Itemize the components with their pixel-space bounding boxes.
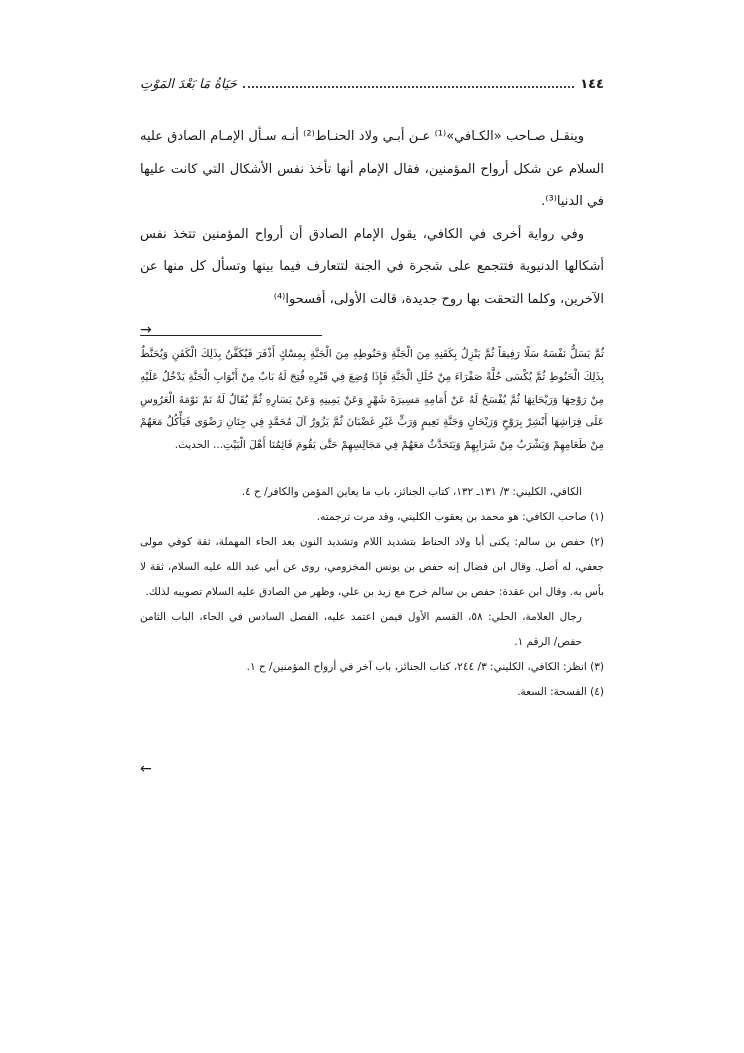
footnotes	[140, 480, 604, 705]
hadith-quote: ثُمَّ يَسَلُّ نَفْسَهُ سَلًا رَفِيقاً ثُمَّ يَنْزِلُ بِكَفَنِهِ مِنَ الْجَنَّةِ وَحَنُوطِهِ مِنَ الْجَنَّةِ بِمِسْكٍ أَذْفَرَ فَيُكَفَّنُ بِذَلِكَ الْكَفَنِ وَيُحَنَّطُ بِذَلِكَ الْحَنُوطِ ثُمَّ يُكْسَى حُلَّةً صَفْرَاءَ مِنْ حُلَلِ الْجَنَّةِ فَإِذَا وُضِعَ فِي قَبْرِهِ فُتِحَ لَهُ بَابٌ مِنْ أَبْوَابِ الْجَنَّةِ يَدْخُلُ عَلَيْهِ مِنْ رَوْحِهَا وَرَيْحَانِهَا ثُمَّ يُفْسَحُ لَهُ عَنْ أَمَامِهِ مَسِيرَةَ شَهْرٍ وَعَنْ يَمِينِهِ وَعَنْ يَسَارِهِ ثُمَّ يُقَالُ لَهُ نَمْ نَوْمَةَ الْعَرُوسِ عَلَى فِرَاشِهَا أَبْشِرْ بِرَوْحٍ وَرَيْحَانٍ وَجَنَّةِ نَعِيمٍ وَرَبٍّ غَيْرِ غَضْبَانَ ثُمَّ يَزُورُ آلَ مُحَمَّدٍ فِي جِنَانِ رَضْوَى فَيَأْكُلُ مَعَهُمْ مِنْ طَعَامِهِمْ وَيَشْرَبُ مِنْ شَرَابِهِمْ وَيَتَحَدَّثُ مَعَهُمْ فِي مَجَالِسِهِمْ حَتَّى يَقُومَ قَائِمُنَا أَهْلَ الْبَيْتِ... الحديث.	[140, 348, 604, 452]
separator-line	[140, 335, 322, 336]
book-title-calligraphy: حَيَاةُ مَا بَعْدَ المَوْتِ	[140, 76, 237, 92]
header-dot-leader	[243, 86, 574, 88]
footnote: (١) صاحب الكافي: هو محمد بن يعقوب الكليني، وقد مرت ترجمته.	[316, 511, 604, 523]
main-text	[140, 121, 604, 316]
end-arrow-icon: ←	[140, 761, 152, 777]
paragraph: وفي رواية أخرى في الكافي، يقول الإمام الصادق أن أرواح المؤمنين تتخذ نفس أشكالها الدنيوية فتتجمع على شجرة في الجنة لتتعارف فيما بينها وتسأل كل منها عن الآخرين، وكلما التحقت بها روح جديدة، قالت الأولى، أفسحوا⁽⁴⁾	[140, 226, 604, 307]
page-number: ١٤٤	[580, 76, 604, 92]
footnote-source: رجال العلامة، الحلي: ٥٨، القسم الأول فيمن اعتمد عليه، الفصل السادس في الحاء، الباب الثامن حفص/ الرقم ١.	[140, 611, 582, 648]
footnote: (٣) انظر: الكافي، الكليني: ٣/ ٢٤٤، كتاب الجنائز، باب آخر في أرواح المؤمنين/ ح ١.	[246, 661, 604, 673]
footnote: (٢) حفص بن سالم: يكنى أبا ولاد الحناط بتشديد اللام وتشديد النون بعد الحاء المهملة، ثقة كوفي مولى جعفي، له أصل. وقال ابن فضال إنه حفص بن يونس المخزومي، روى عن أبي عبد الله عليه السلام، ثقة لا بأس به. وقال ابن عقدة: حفص بن سالم خرج مع زيد بن علي، وظهر من الصادق عليه السلام تصويبه لذلك.	[140, 536, 604, 598]
continuation-arrow-icon: →	[140, 322, 152, 338]
footnote-separator	[140, 322, 604, 341]
footnote: (٤) الفسحة: السعة.	[517, 686, 604, 698]
running-header	[140, 72, 604, 96]
footnote-source: الكافي، الكليني: ٣/ ١٣١ـ ١٣٢، كتاب الجنائز، باب ما يعاين المؤمن والكافر/ ح ٤.	[241, 486, 582, 498]
paragraph: وينقـل صـاحب «الكـافي»⁽¹⁾ عـن أبـي ولاد الحنـاط⁽²⁾ أنـه سـأل الإمـام الصادق عليه السلام عن شكل أرواح المؤمنين، فقال الإمام أنها تأخذ نفس الأشكال التي كانت عليها في الدنيا⁽³⁾.	[140, 129, 604, 209]
